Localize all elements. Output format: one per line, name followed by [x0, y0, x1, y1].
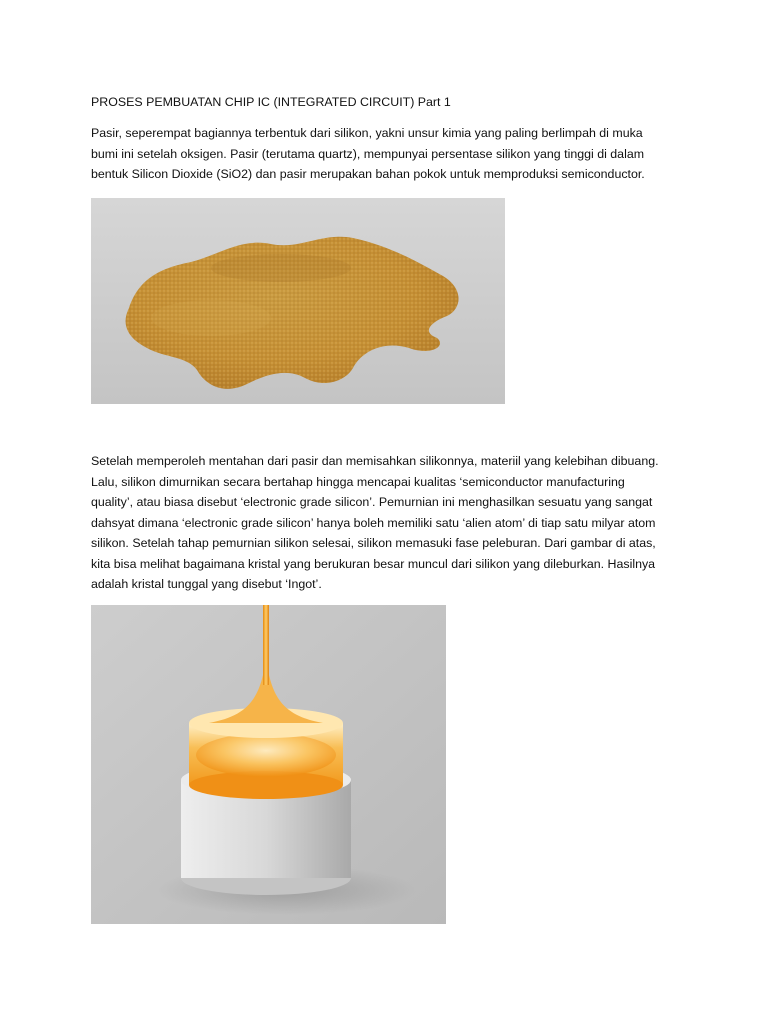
- paragraph-silicon: [91, 451, 659, 595]
- paragraph-line: bentuk Silicon Dioxide (SiO2) dan pasir merupakan bahan pokok untuk memproduksi semiconductor.: [91, 167, 645, 181]
- paragraph-line: quality’, atau biasa disebut ‘electronic grade silicon’. Pemurnian ini menghasilkan sesuatu yang sangat: [91, 495, 653, 509]
- sand-pile-illustration: [91, 198, 505, 404]
- paragraph-line: Setelah memperoleh mentahan dari pasir dan memisahkan silikonnya, materiil yang kelebihan dibuang.: [91, 454, 659, 468]
- paragraph-line: Lalu, silikon dimurnikan secara bertahap hingga mencapai kualitas ‘semiconductor manufacturing: [91, 474, 625, 489]
- crucible-image: [91, 605, 446, 924]
- paragraph-sand: [91, 123, 645, 185]
- sand-pile-image: [91, 198, 505, 404]
- molten-silicon-illustration: [91, 605, 446, 924]
- paragraph-line: silikon. Setelah tahap pemurnian silikon selesai, silikon memasuki fase peleburan. Dari gambar di atas,: [91, 536, 656, 550]
- paragraph-line: adalah kristal tunggal yang disebut ‘Ingot’.: [91, 577, 322, 591]
- paragraph-line: dahsyat dimana ‘electronic grade silicon’ hanya boleh memiliki satu ‘alien atom’ di tiap satu milyar atom: [91, 515, 656, 530]
- paragraph-line: bumi ini setelah oksigen. Pasir (terutama quartz), mempunyai persentase silikon yang tinggi di dalam: [91, 146, 645, 161]
- paragraph-line: kita bisa melihat bagaimana kristal yang berukuran besar muncul dari silikon yang dileburkan. Hasilnya: [91, 556, 656, 571]
- paragraph-line: Pasir, seperempat bagiannya terbentuk dari silikon, yakni unsur kimia yang paling berlimpah di muka: [91, 126, 643, 140]
- document-title: PROSES PEMBUATAN CHIP IC (INTEGRATED CIRCUIT) Part 1: [91, 95, 451, 109]
